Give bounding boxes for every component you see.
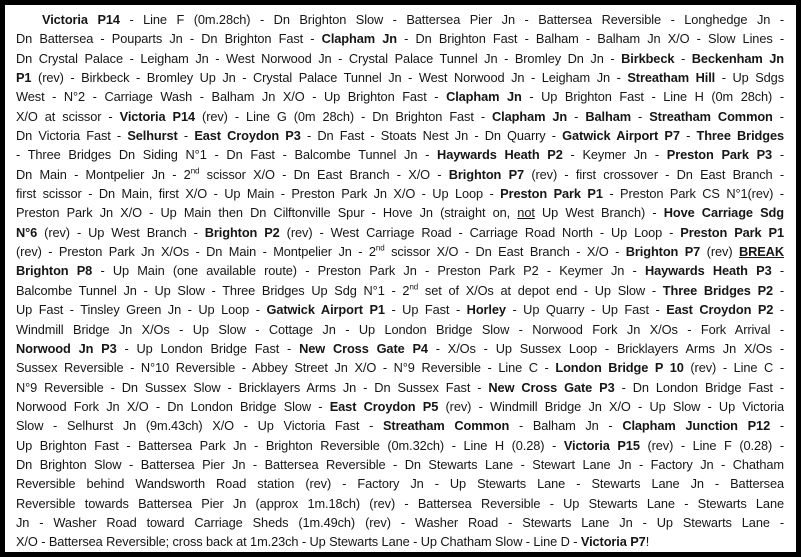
route-line xyxy=(16,145,784,164)
route-text-segment: (rev) - Preston Park Jn X/Os - Dn Main - Montpelier Jn - 2 xyxy=(16,244,376,260)
route-station-name: Clapham Junction P12 xyxy=(622,418,771,434)
route-text-segment: - xyxy=(773,282,784,298)
route-text-segment: - xyxy=(770,418,784,434)
route-station-name: Victoria P14 xyxy=(42,12,120,27)
route-text-segment: first scissor - Dn Main, first X/O - Up Main - Preston Park Jn X/O - Up Loop - xyxy=(16,186,501,202)
route-line xyxy=(16,300,784,319)
route-text xyxy=(5,5,796,552)
route-text-segment: - xyxy=(772,147,784,163)
route-station-name: Haywards Heath P2 xyxy=(437,147,563,163)
route-station-name: Selhurst xyxy=(127,128,178,144)
route-line xyxy=(16,339,784,358)
route-line xyxy=(16,165,784,184)
route-text-segment: Reversible towards Battersea Pier Jn (approx 1m.18ch) (rev) - Battersea Reversible - Up Stewarts Lane - Stewarts Lane xyxy=(16,495,784,511)
route-text-segment: - Up London Bridge Fast - xyxy=(116,340,300,356)
route-station-name: Preston Park P1 xyxy=(500,186,603,202)
route-station-name: Gatwick Airport P1 xyxy=(266,302,385,318)
route-station-name: Three Bridges xyxy=(696,128,784,144)
route-station-name: Streatham Hill xyxy=(627,70,716,86)
route-line xyxy=(16,49,784,68)
route-station-name: Hove Carriage Sdg xyxy=(663,205,784,221)
route-text-segment: (rev) - Birkbeck - Bromley Up Jn - Crystal Palace Tunnel Jn - West Norwood Jn - Leigham Jn - xyxy=(31,70,628,86)
route-text-segment: - xyxy=(567,108,586,124)
route-text-segment: Balcombe Tunnel Jn - Up Slow - Three Bridges Up Sdg N°1 - 2 xyxy=(16,282,410,298)
route-station-name: Balham xyxy=(585,108,631,124)
route-station-name: BREAK xyxy=(738,244,784,260)
route-text-segment: - Dn Fast - Stoats Nest Jn - Dn Quarry - xyxy=(300,128,563,144)
route-text-segment: Dn Battersea - Pouparts Jn - Dn Brighton Fast - xyxy=(16,31,322,47)
route-text-segment: - Keymer Jn - xyxy=(562,147,667,163)
route-line xyxy=(16,68,784,87)
route-text-segment: - xyxy=(679,128,697,144)
route-station-name: Haywards Heath P3 xyxy=(644,263,772,279)
route-line xyxy=(16,107,784,126)
route-station-name: East Croydon P2 xyxy=(666,302,774,318)
route-line xyxy=(16,436,784,455)
route-text-segment: Slow - Selhurst Jn (9m.43ch) X/O - Up Victoria Fast - xyxy=(16,418,383,434)
route-station-name: Three Bridges P2 xyxy=(662,282,774,298)
route-text-segment: ! xyxy=(645,534,650,550)
route-line xyxy=(16,242,784,261)
route-text-segment: nd xyxy=(190,166,200,176)
route-text-segment: (rev) - Line C - xyxy=(683,360,784,376)
route-station-name: Streatham Common xyxy=(382,418,510,434)
route-text-segment: - xyxy=(771,263,784,279)
route-line xyxy=(16,203,784,222)
route-text-segment: - Up Fast - xyxy=(384,302,467,318)
route-text-segment: nd xyxy=(409,282,419,292)
route-text-segment: - Line F (0m.28ch) - Dn Brighton Slow - Battersea Pier Jn - Battersea Reversible - Longhedge Jn - xyxy=(119,12,784,27)
route-station-name: Beckenham Jn xyxy=(691,50,784,66)
route-text-segment: Up West Branch) - xyxy=(534,205,664,221)
route-station-name: Victoria P14 xyxy=(119,108,196,124)
route-station-name: Brighton P8 xyxy=(16,263,93,279)
route-line xyxy=(16,261,784,280)
route-text-segment: - Three Bridges Dn Siding N°1 - Dn Fast - Balcombe Tunnel Jn - xyxy=(16,147,438,163)
route-station-name: East Croydon P3 xyxy=(194,128,301,144)
route-text-segment: nd xyxy=(375,243,385,253)
route-line xyxy=(16,378,784,397)
route-text-segment: Up Brighton Fast - Battersea Park Jn - Brighton Reversible (0m.32ch) - Line H (0.28) - xyxy=(16,437,564,453)
route-line xyxy=(16,10,784,29)
route-text-segment: (rev) xyxy=(700,244,739,260)
route-station-name: Victoria P7 xyxy=(580,534,646,550)
route-text-segment: - xyxy=(177,128,195,144)
route-line xyxy=(16,320,784,339)
route-station-name: Streatham Common xyxy=(649,108,773,124)
route-station-name: Clapham Jn xyxy=(321,31,397,47)
route-station-name: New Cross Gate P4 xyxy=(299,340,428,356)
route-text-segment: (rev) - Line F (0.28) - xyxy=(639,437,784,453)
route-station-name: Brighton P2 xyxy=(204,224,280,240)
route-text-segment: set of X/Os at depot end - Up Slow - xyxy=(418,282,663,298)
route-station-name: Horley xyxy=(466,302,506,318)
route-text-segment: Up Fast - Tinsley Green Jn - Up Loop - xyxy=(16,302,267,318)
route-line xyxy=(16,358,784,377)
route-station-name: Clapham Jn xyxy=(492,108,568,124)
route-text-segment: - Preston Park CS N°1(rev) - xyxy=(602,186,784,202)
route-station-name: London Bridge P 10 xyxy=(555,360,684,376)
route-text-segment: Sussex Reversible - N°10 Reversible - Abbey Street Jn X/O - N°9 Reversible - Line C - xyxy=(16,360,556,376)
route-station-name: Brighton P7 xyxy=(448,166,525,182)
route-text-segment: (rev) - West Carriage Road - Carriage Road North - Up Loop - xyxy=(279,224,681,240)
route-text-segment: Norwood Fork Jn X/O - Dn London Bridge Slow - xyxy=(16,398,330,414)
route-text-segment: - xyxy=(674,50,692,66)
route-station-name: Clapham Jn xyxy=(446,89,522,105)
route-station-name: Preston Park P1 xyxy=(680,224,784,240)
route-text-segment: X/O - Battersea Reversible; cross back at 1m.23ch - Up Stewarts Lane - Up Chatham Slow - Line D - xyxy=(16,534,581,550)
route-line xyxy=(16,474,784,493)
route-text-segment: Windmill Bridge Jn X/Os - Up Slow - Cottage Jn - Up London Bridge Slow - Norwood Fork Jn X/Os - Fork Arrival - xyxy=(16,321,784,337)
route-text-segment: (rev) - first crossover - Dn East Branch - xyxy=(524,166,784,182)
route-station-name: Norwood Jn P3 xyxy=(16,340,117,356)
route-line xyxy=(16,455,784,474)
route-text-segment: - Dn London Bridge Fast - xyxy=(614,379,784,395)
route-line xyxy=(16,223,784,242)
route-line xyxy=(16,126,784,145)
route-text-segment: - Up Sdgs xyxy=(715,70,784,86)
route-text-segment: - Dn Brighton Fast - Balham - Balham Jn X/O - Slow Lines - xyxy=(396,31,784,47)
route-line xyxy=(16,29,784,48)
route-station-name: Birkbeck xyxy=(621,50,675,66)
route-text-segment: (rev) - Up West Branch - xyxy=(37,224,205,240)
route-text-segment: Dn Main - Montpelier Jn - 2 xyxy=(16,166,191,182)
route-station-name: N°6 xyxy=(16,224,38,240)
route-text-segment: West - N°2 - Carriage Wash - Balham Jn X/O - Up Brighton Fast - xyxy=(16,89,447,105)
route-text-segment: - Up Brighton Fast - Line H (0m 28ch) - xyxy=(521,89,784,105)
route-station-name: Victoria P15 xyxy=(563,437,640,453)
route-line xyxy=(16,87,784,106)
route-line xyxy=(16,184,784,203)
route-text-segment: Dn Victoria Fast - xyxy=(16,128,128,144)
route-text-segment: X/O at scissor - xyxy=(16,108,120,124)
route-station-name: Gatwick Airport P7 xyxy=(562,128,680,144)
route-text-segment: - Up Quarry - Up Fast - xyxy=(505,302,667,318)
route-text-segment: - Up Main (one available route) - Preston Park Jn - Preston Park P2 - Keymer Jn - xyxy=(92,263,645,279)
route-line xyxy=(16,397,784,416)
route-line xyxy=(16,416,784,435)
route-station-name: Preston Park P3 xyxy=(666,147,773,163)
route-text-segment: Dn Brighton Slow - Battersea Pier Jn - Battersea Reversible - Dn Stewarts Lane - Stewart Lane Jn - Factory Jn - Chatham xyxy=(16,456,784,472)
route-station-name: East Croydon P5 xyxy=(329,398,439,414)
route-text-segment: Dn Crystal Palace - Leigham Jn - West Norwood Jn - Crystal Palace Tunnel Jn - Bromley Dn Jn - xyxy=(16,50,622,66)
route-line xyxy=(16,532,784,551)
route-station-name: P1 xyxy=(16,70,32,86)
route-text-segment: - xyxy=(772,108,784,124)
route-text-segment: not xyxy=(517,205,535,221)
route-text-segment: Jn - Washer Road toward Carriage Sheds (1m.49ch) (rev) - Washer Road - Stewarts Lane Jn - Up Stewarts Lane - xyxy=(16,514,784,530)
route-line xyxy=(16,494,784,513)
route-text-segment: Reversible behind Wandsworth Road station (rev) - Factory Jn - Up Stewarts Lane - Stewarts Lane Jn - Battersea xyxy=(16,476,784,492)
route-text-segment: - X/Os - Up Sussex Loop - Bricklayers Arms Jn X/Os - xyxy=(427,340,784,356)
route-text-segment: - xyxy=(631,108,650,124)
route-text-segment: - xyxy=(773,302,784,318)
route-station-name: Brighton P7 xyxy=(625,244,701,260)
route-text-segment: - Balham Jn - xyxy=(509,418,623,434)
route-text-segment: N°9 Reversible - Dn Sussex Slow - Bricklayers Arms Jn - Dn Sussex Fast - xyxy=(16,379,489,395)
route-text-segment: Preston Park Jn X/O - Up Main then Dn Cilftonville Spur - Hove Jn (straight on, xyxy=(16,205,518,221)
route-text-segment: scissor X/O - Dn East Branch - X/O - xyxy=(199,166,449,182)
route-text-segment: scissor X/O - Dn East Branch - X/O - xyxy=(384,244,626,260)
route-station-name: New Cross Gate P3 xyxy=(488,379,615,395)
route-line xyxy=(16,281,784,300)
route-text-segment: (rev) - Line G (0m 28ch) - Dn Brighton Fast - xyxy=(195,108,493,124)
route-line xyxy=(16,513,784,532)
route-text-segment: (rev) - Windmill Bridge Jn X/O - Up Slow - Up Victoria xyxy=(438,398,784,414)
